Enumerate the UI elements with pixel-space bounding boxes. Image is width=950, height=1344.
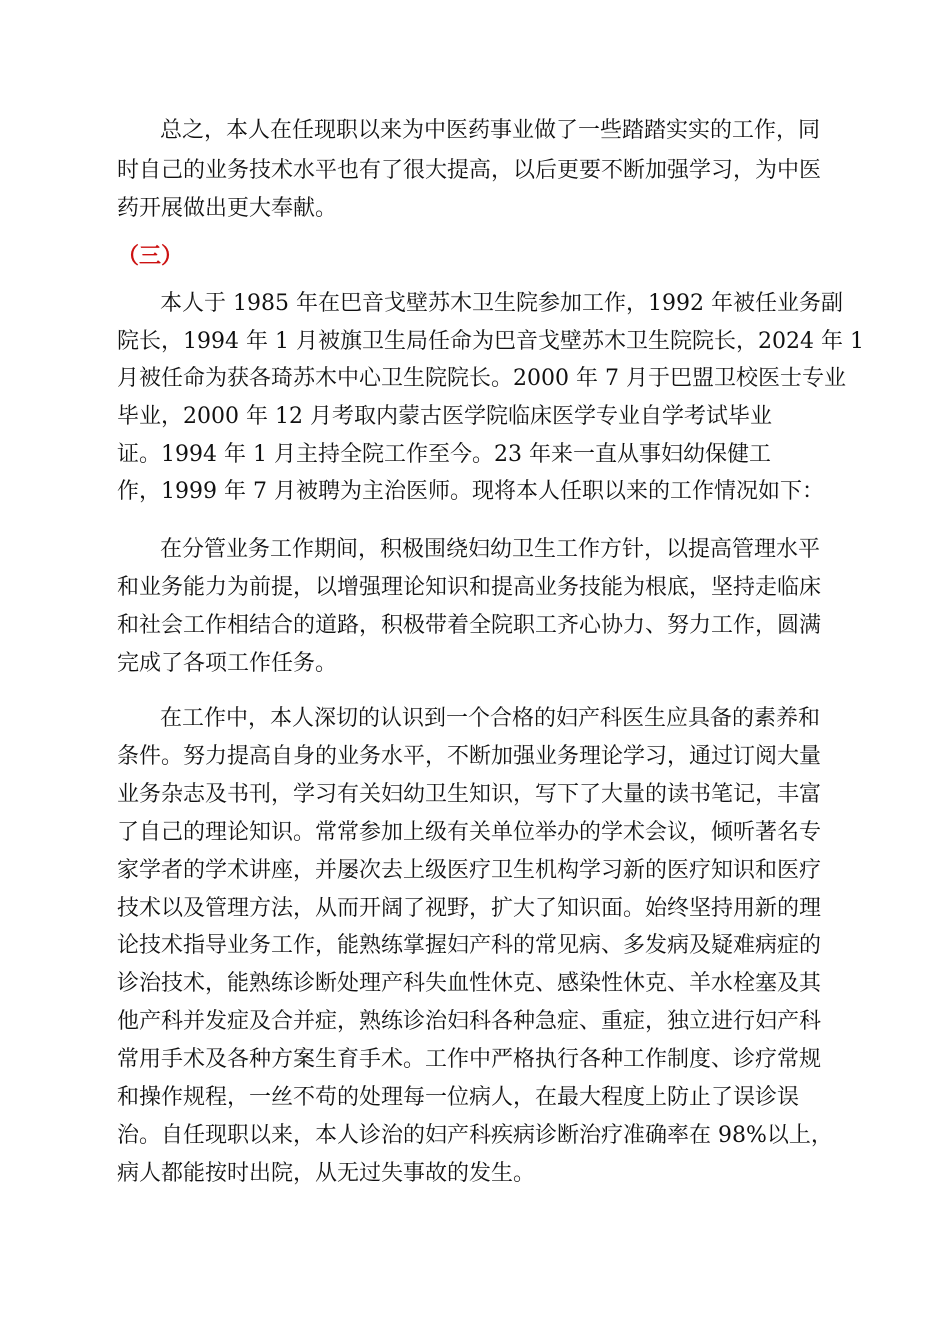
text-line: 诊治技术，能熟练诊断处理产科失血性休克、感染性休克、羊水栓塞及其	[117, 971, 822, 996]
text-line: 本人于 1985 年在巴音戈壁苏木卫生院参加工作，1992 年被任业务副	[160, 291, 843, 316]
text-line: 治。自任现职以来，本人诊治的妇产科疾病诊断治疗准确率在 98%以上，	[117, 1123, 833, 1148]
text-line: 和操作规程，一丝不苟的处理每一位病人，在最大程度上防止了误诊误	[117, 1085, 800, 1110]
text-line: 在工作中，本人深切的认识到一个合格的妇产科医生应具备的素养和	[160, 706, 821, 731]
text-line: 了自己的理论知识。常常参加上级有关单位举办的学术会议，倾听著名专	[117, 820, 822, 845]
text-line: 药开展做出更大奉献。	[117, 196, 338, 221]
text-line: 和社会工作相结合的道路，积极带着全院职工齐心协力、努力工作，圆满	[117, 613, 822, 638]
text-line: 总之，本人在任现职以来为中医药事业做了一些踏踏实实的工作，同	[160, 118, 821, 143]
text-line: 业务杂志及书刊，学习有关妇幼卫生知识，写下了大量的读书笔记，丰富	[117, 782, 822, 807]
text-line: 完成了各项工作任务。	[117, 651, 338, 676]
section-heading: （三）	[117, 244, 184, 269]
text-line: 时自己的业务技术水平也有了很大提高，以后更要不断加强学习，为中医	[117, 158, 822, 183]
text-line: 常用手术及各种方案生育手术。工作中严格执行各种工作制度、诊疗常规	[117, 1047, 822, 1072]
text-line: 毕业，2000 年 12 月考取内蒙古医学院临床医学专业自学考试毕业	[117, 404, 772, 429]
text-line: 院长，1994 年 1 月被旗卫生局任命为巴音戈壁苏木卫生院院长，2024 年 1	[117, 329, 864, 354]
text-line: 月被任命为获各琦苏木中心卫生院院长。2000 年 7 月于巴盟卫校医士专业	[117, 366, 846, 391]
text-line: 技术以及管理方法，从而开阔了视野，扩大了知识面。始终坚持用新的理	[117, 896, 822, 921]
text-line: 家学者的学术讲座，并屡次去上级医疗卫生机构学习新的医疗知识和医疗	[117, 858, 822, 883]
text-line: 论技术指导业务工作，能熟练掌握妇产科的常见病、多发病及疑难病症的	[117, 933, 822, 958]
text-line: 病人都能按时出院，从无过失事故的发生。	[117, 1161, 536, 1186]
text-line: 在分管业务工作期间，积极围绕妇幼卫生工作方针，以提高管理水平	[160, 537, 821, 562]
text-line: 和业务能力为前提，以增强理论知识和提高业务技能为根底，坚持走临床	[117, 575, 822, 600]
text-line: 作，1999 年 7 月被聘为主治医师。现将本人任职以来的工作情况如下：	[117, 479, 824, 504]
text-line: 条件。努力提高自身的业务水平，不断加强业务理论学习，通过订阅大量	[117, 744, 822, 769]
text-line: 证。1994 年 1 月主持全院工作至今。23 年来一直从事妇幼保健工	[117, 442, 771, 467]
text-line: 他产科并发症及合并症，熟练诊治妇科各种急症、重症，独立进行妇产科	[117, 1009, 822, 1034]
